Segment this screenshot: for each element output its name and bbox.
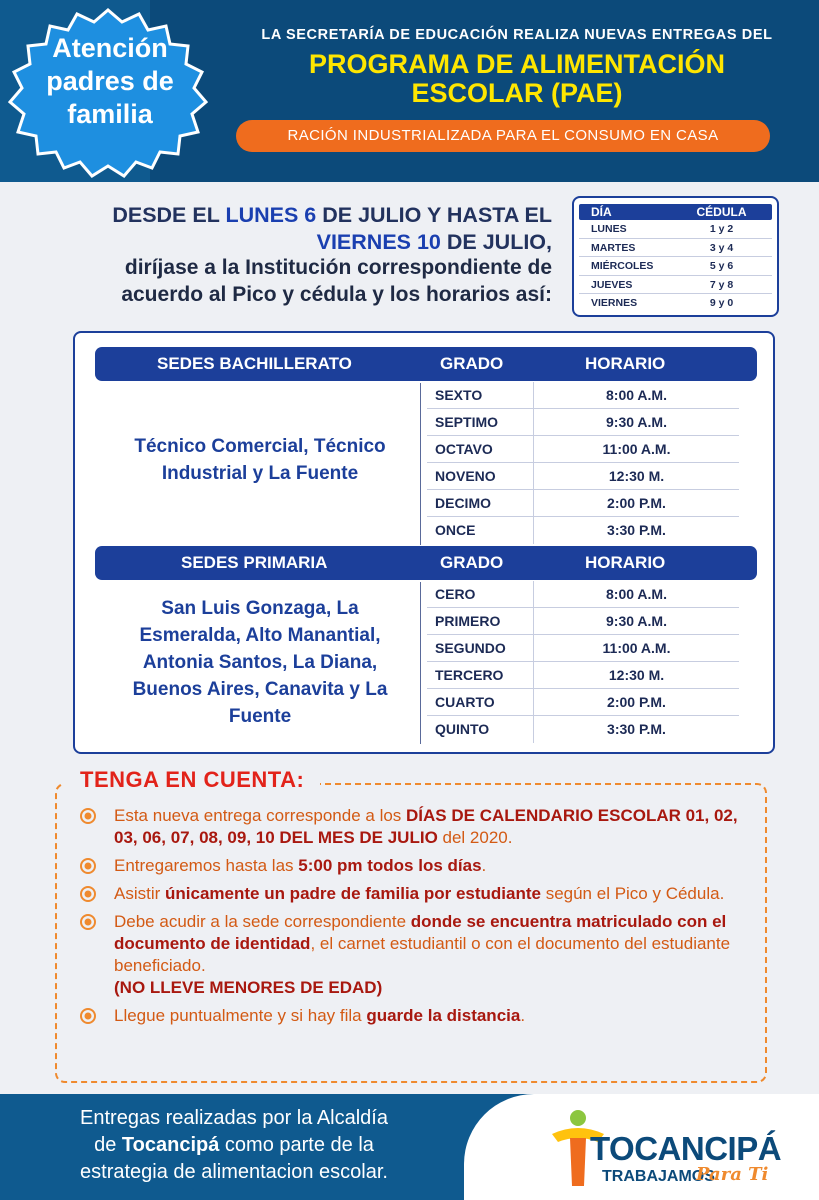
note-emphasis: 5:00 pm todos los días <box>298 856 482 875</box>
pico-row <box>579 257 772 276</box>
schedule-time: 11:00 A.M. <box>533 635 739 662</box>
note-text: Debe acudir a la sede correspondiente <box>114 912 411 931</box>
note-text: Entregaremos hasta las <box>114 856 299 875</box>
logo-wordmark: TOCANCIPÁ <box>590 1130 782 1167</box>
footer-town: Tocancipá <box>121 1134 220 1156</box>
pico-cedula-table <box>572 196 779 317</box>
attention-badge <box>8 6 208 186</box>
table-row <box>427 490 739 517</box>
grade: SEPTIMO <box>435 414 499 430</box>
table-row <box>427 409 739 436</box>
note-text: . <box>520 1006 526 1025</box>
intro-line-2 <box>20 229 552 256</box>
table-row <box>427 608 739 635</box>
sede-line: Buenos Aires, Canavita y La <box>132 679 388 700</box>
sede-line: Técnico Comercial, Técnico <box>134 436 386 457</box>
bachillerato-header <box>95 347 757 381</box>
bullet-icon <box>80 1008 96 1024</box>
note-text: . <box>481 856 487 875</box>
primaria-header-grado: GRADO <box>440 553 504 572</box>
intro-part: DESDE EL <box>112 203 226 227</box>
intro-text <box>20 202 552 308</box>
note-text: , el carnet estudiantil o con el documento del estudiante beneficiado. <box>114 934 731 975</box>
note-emphasis: guarde la distancia <box>366 1006 521 1025</box>
tocancipa-logo <box>548 1108 788 1196</box>
pico-header <box>579 204 772 220</box>
note-item <box>80 805 760 849</box>
program-title-line-1: PROGRAMA DE ALIMENTACIÓN <box>309 49 725 79</box>
notes-title: TENGA EN CUENTA: <box>64 764 320 796</box>
sede-line: San Luis Gonzaga, La <box>161 598 359 619</box>
grade: OCTAVO <box>435 441 493 457</box>
sede-line: Industrial y La Fuente <box>161 463 359 484</box>
footer-part: de <box>94 1134 122 1156</box>
pico-day: VIERNES <box>591 297 638 309</box>
badge-text <box>26 32 194 131</box>
note-item <box>80 883 760 905</box>
primaria-sedes <box>101 595 419 730</box>
logo-tagline-script: Para Ti <box>696 1164 769 1185</box>
table-row <box>427 517 739 544</box>
grade: CERO <box>435 586 476 602</box>
schedule-time: 8:00 A.M. <box>533 382 739 409</box>
note-text: Llegue puntualmente y si hay fila <box>114 1006 367 1025</box>
start-date: LUNES 6 <box>225 203 317 227</box>
pico-digits: 9 y 0 <box>709 297 734 309</box>
grade: SEXTO <box>435 387 483 403</box>
table-row <box>427 382 739 409</box>
note-warning: (NO LLEVE MENORES DE EDAD) <box>114 978 383 997</box>
program-title <box>232 50 802 108</box>
bachillerato-divider <box>420 383 421 545</box>
footer-part: como parte de la <box>219 1134 374 1156</box>
intro-part: DE JULIO, <box>440 229 552 254</box>
pico-header-day: DÍA <box>591 205 612 219</box>
pico-day: JUEVES <box>591 278 633 291</box>
grade: SEGUNDO <box>435 640 506 656</box>
badge-line-3: familia <box>67 99 153 129</box>
pico-row <box>579 276 772 295</box>
primaria-divider <box>420 582 421 744</box>
intro-instruction: acuerdo al Pico y cédula y los horarios así: <box>121 282 552 306</box>
footer-line-2 <box>24 1132 444 1159</box>
schedule-time: 12:30 M. <box>533 463 739 490</box>
grade: NOVENO <box>435 468 496 484</box>
note-item <box>80 911 760 999</box>
table-row <box>427 662 739 689</box>
intro-part: DE JULIO Y HASTA EL <box>316 203 552 227</box>
badge-line-1: Atención <box>52 33 168 63</box>
grade: TERCERO <box>435 667 504 683</box>
pico-day: LUNES <box>591 223 627 235</box>
schedule-time: 2:00 P.M. <box>533 490 739 517</box>
schedule-time: 9:30 A.M. <box>533 608 739 635</box>
ration-pill: RACIÓN INDUSTRIALIZADA PARA EL CONSUMO EN CASA <box>236 120 770 152</box>
pico-row <box>579 239 772 258</box>
notes-list <box>80 805 760 1033</box>
sede-line: Esmeralda, Alto Manantial, <box>139 625 381 646</box>
grade: ONCE <box>435 522 476 538</box>
end-date: VIERNES 10 <box>316 229 441 254</box>
bullet-icon <box>80 858 96 874</box>
pico-row <box>579 220 772 239</box>
pico-digits: 7 y 8 <box>709 278 734 291</box>
table-row <box>427 463 739 490</box>
primaria-header <box>95 546 757 580</box>
schedule-time: 8:00 A.M. <box>533 581 739 608</box>
note-text: del 2020. <box>437 828 513 847</box>
intro-instruction: diríjase a la Institución correspondiente de <box>124 256 552 279</box>
badge-line-2: padres de <box>46 66 174 96</box>
grade: QUINTO <box>435 721 490 737</box>
bullet-icon <box>80 914 96 930</box>
schedule-time: 3:30 P.M. <box>533 517 739 544</box>
intro-line-3 <box>20 255 552 282</box>
intro-line-4 <box>20 282 552 309</box>
pico-header-id: CÉDULA <box>696 205 747 219</box>
schedule-table <box>73 331 775 754</box>
bullet-icon <box>80 808 96 824</box>
pico-day: MIÉRCOLES <box>591 260 654 272</box>
schedule-time: 3:30 P.M. <box>533 716 739 743</box>
footer-line-3: estrategia de alimentacion escolar. <box>80 1161 388 1183</box>
note-text: según el Pico y Cédula. <box>540 884 725 903</box>
table-row <box>427 716 739 743</box>
sede-line: Antonia Santos, La Diana, <box>142 652 378 673</box>
logo-tagline: TRABAJAMOS <box>602 1168 715 1185</box>
note-item <box>80 1005 760 1027</box>
bachillerato-header-sedes: SEDES BACHILLERATO <box>157 354 352 373</box>
bullet-icon <box>80 886 96 902</box>
note-item <box>80 855 760 877</box>
table-row <box>427 689 739 716</box>
note-emphasis: donde se encuentra matriculado con el documento de identidad <box>114 912 727 953</box>
grade: DECIMO <box>435 495 491 511</box>
program-title-line-2: ESCOLAR (PAE) <box>411 78 623 108</box>
header-subtitle: LA SECRETARÍA DE EDUCACIÓN REALIZA NUEVAS ENTREGAS DEL <box>261 27 773 43</box>
pico-digits: 1 y 2 <box>709 223 734 235</box>
primaria-header-sedes: SEDES PRIMARIA <box>181 553 328 572</box>
table-row <box>427 635 739 662</box>
sede-line: Fuente <box>228 706 292 727</box>
pico-row <box>579 294 772 313</box>
schedule-time: 12:30 M. <box>533 662 739 689</box>
note-text: Esta nueva entrega corresponde a los <box>114 806 407 825</box>
schedule-time: 9:30 A.M. <box>533 409 739 436</box>
pico-digits: 3 y 4 <box>709 241 734 254</box>
schedule-time: 11:00 A.M. <box>533 436 739 463</box>
footer-text <box>24 1105 444 1186</box>
note-emphasis: DÍAS DE CALENDARIO ESCOLAR 01, 02, 03, 06, 07, 08, 09, 10 DEL MES DE JULIO <box>114 806 738 847</box>
footer-line-1: Entregas realizadas por la Alcaldía <box>80 1107 388 1129</box>
pico-digits: 5 y 6 <box>709 260 734 272</box>
bachillerato-header-grado: GRADO <box>440 354 504 373</box>
note-text: Asistir <box>114 884 165 903</box>
bachillerato-sedes <box>101 433 419 487</box>
table-row <box>427 581 739 608</box>
table-row <box>427 436 739 463</box>
grade: CUARTO <box>435 694 495 710</box>
pico-day: MARTES <box>591 241 636 254</box>
schedule-time: 2:00 P.M. <box>533 689 739 716</box>
primaria-header-horario: HORARIO <box>585 553 666 572</box>
intro-line-1 <box>20 202 552 229</box>
grade: PRIMERO <box>435 613 501 629</box>
bachillerato-header-horario: HORARIO <box>585 354 666 373</box>
note-emphasis: únicamente un padre de familia por estudiante <box>165 884 541 903</box>
